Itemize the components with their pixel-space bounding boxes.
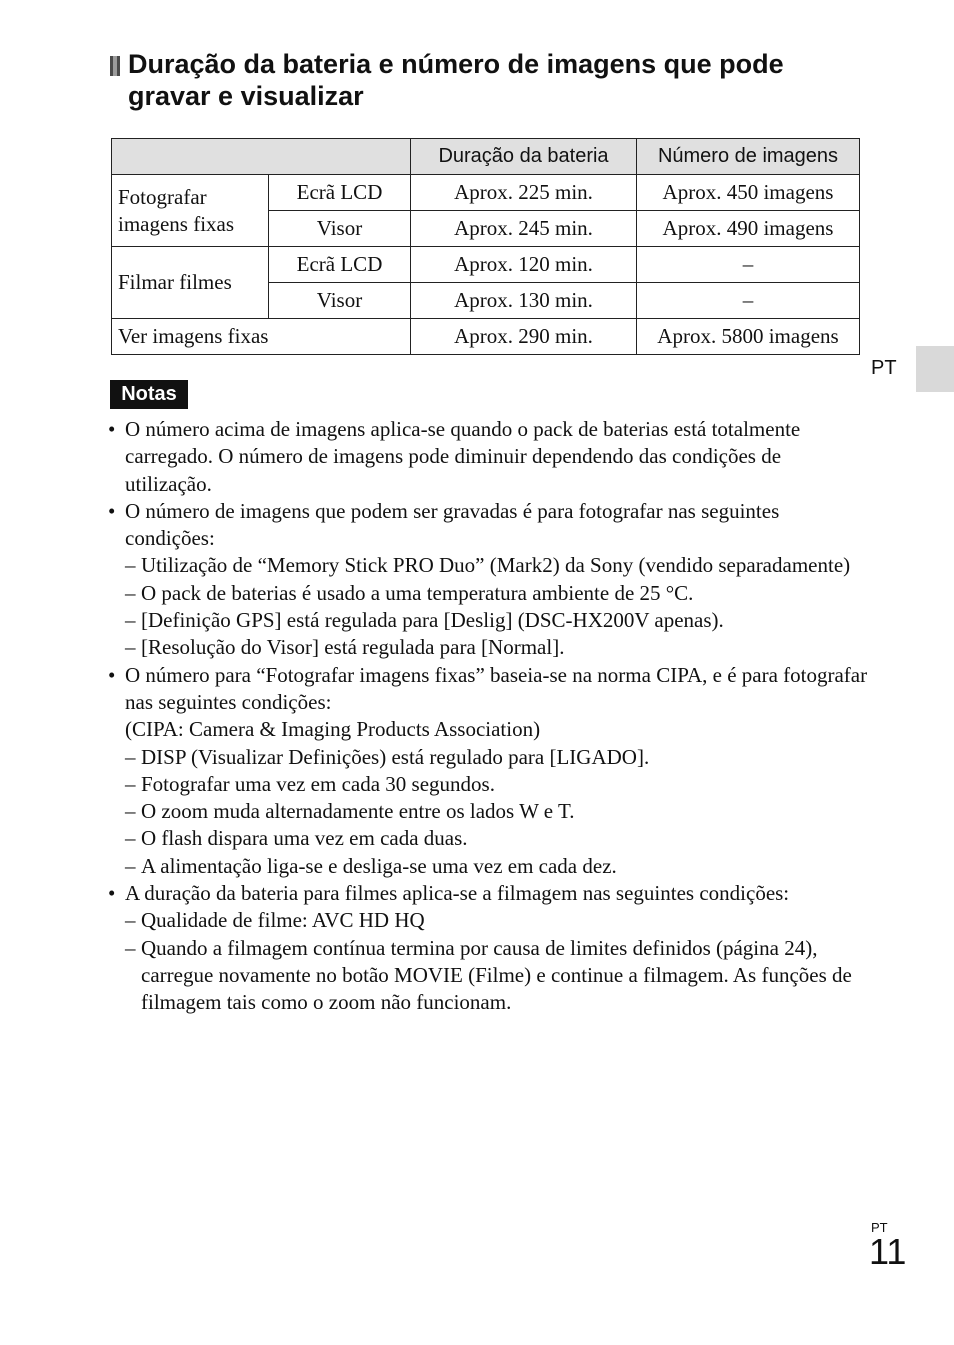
sub-text: [Definição GPS] está regulada para [Deslig] (DSC-HX200V apenas). [141,608,724,633]
images-cell: – [637,247,860,283]
sub-text: Utilização de “Memory Stick PRO Duo” (Mark2) da Sony (vendido separadamente) [141,553,851,578]
mode-cell: Visor [269,283,411,319]
note-item [108,662,868,880]
sub-text: Qualidade de filme: AVC HD HQ [141,908,425,933]
group-label-ver: Ver imagens fixas [112,319,411,355]
sub-item: – Quando a filmagem contínua termina por causa de limites definidos (página 24), carregue novamente no botão MOVIE (Filme) e continue a filmagem. As funções de filmagem tais como o zoom não funcionam. [125,935,852,1015]
section-heading [110,48,870,112]
mode-cell: Ecrã LCD [269,175,411,211]
battery-table [111,138,860,355]
bullet-icon: • [108,662,116,687]
sub-item: – [Resolução do Visor] está regulada para [Normal]. [125,635,565,660]
sub-text: O zoom muda alternadamente entre os lados W e T. [141,799,575,824]
header-empty-cell [112,139,411,175]
bullet-icon: • [108,881,116,906]
side-language-tab [916,346,954,392]
note-item [108,498,868,662]
heading-line-1: Duração da bateria e número de imagens que pode [128,49,784,79]
sub-item: – Fotografar uma vez em cada 30 segundos. [125,771,495,796]
sub-item: – Utilização de “Memory Stick PRO Duo” (Mark2) da Sony (vendido separadamente) [125,553,851,578]
sub-item: – O pack de baterias é usado a uma temperatura ambiente de 25 °C. [125,580,694,605]
images-cell: Aprox. 450 imagens [637,175,860,211]
heading-line-2: gravar e visualizar [128,81,364,111]
sub-item: – DISP (Visualizar Definições) está regulado para [LIGADO]. [125,744,650,769]
footer-language-label: PT [871,1220,888,1235]
bullet-icon: • [108,417,116,441]
sub-item: – Qualidade de filme: AVC HD HQ [125,908,425,933]
bullet-icon: • [108,498,116,523]
mode-cell: Ecrã LCD [269,247,411,283]
images-cell: Aprox. 5800 imagens [637,319,860,355]
mode-cell: Visor [269,211,411,247]
sub-text: Quando a filmagem contínua termina por causa de limites definidos (página 24), carregue novamente no botão MOVIE (Filme) e continue a filmagem. As funções de filmagem tais como o zoom não funcionam. [141,935,852,1015]
notes-list [108,416,868,1017]
header-duration: Duração da bateria [411,139,637,175]
sub-item: – O flash dispara uma vez em cada duas. [125,826,468,851]
sub-item: – O zoom muda alternadamente entre os lados W e T. [125,799,575,824]
table-row [112,319,860,355]
duration-cell: Aprox. 120 min. [411,247,637,283]
sub-item: – [Definição GPS] está regulada para [Deslig] (DSC-HX200V apenas). [125,608,724,633]
note-text: A duração da bateria para filmes aplica-se a filmagem nas seguintes condições: [125,881,790,906]
note-text: O número acima de imagens aplica-se quando o pack de baterias está totalmente carregado. O número de imagens pode diminuir dependendo das condições de utilização. [125,417,801,496]
duration-cell: Aprox. 130 min. [411,283,637,319]
side-language-label: PT [871,357,897,379]
sub-text: O flash dispara uma vez em cada duas. [141,826,468,851]
group-label-line: imagens fixas [118,211,235,236]
page-number: 11 [869,1231,907,1272]
note-extra-text: (CIPA: Camera & Imaging Products Association) [125,717,541,742]
note-text: O número para “Fotografar imagens fixas” baseia-se na norma CIPA, e é para fotografar nas seguintes condições: [125,662,868,714]
group-label-fotografar [112,175,269,247]
sub-text: Fotografar uma vez em cada 30 segundos. [141,771,495,796]
note-text: O número de imagens que podem ser gravadas é para fotografar nas seguintes condições: [125,498,780,551]
sub-text: [Resolução do Visor] está regulada para [Normal]. [141,635,565,660]
sub-text: DISP (Visualizar Definições) está regulado para [LIGADO]. [141,744,650,769]
notes-badge: Notas [110,380,188,409]
note-item [108,416,868,498]
group-label-line: Fotografar [118,184,207,209]
table-row [112,247,860,283]
images-cell: – [637,283,860,319]
header-images: Número de imagens [637,139,860,175]
duration-cell: Aprox. 290 min. [411,319,637,355]
duration-cell: Aprox. 245 min. [411,211,637,247]
table-row [112,175,860,211]
group-label-filmar: Filmar filmes [112,247,269,319]
duration-cell: Aprox. 225 min. [411,175,637,211]
sub-text: O pack de baterias é usado a uma temperatura ambiente de 25 °C. [141,580,694,605]
sub-item: – A alimentação liga-se e desliga-se uma vez em cada dez. [125,853,617,878]
note-item [108,880,868,1016]
table-header-row [112,139,860,175]
images-cell: Aprox. 490 imagens [637,211,860,247]
heading-marker-icon [110,56,120,76]
sub-text: A alimentação liga-se e desliga-se uma vez em cada dez. [141,853,617,878]
